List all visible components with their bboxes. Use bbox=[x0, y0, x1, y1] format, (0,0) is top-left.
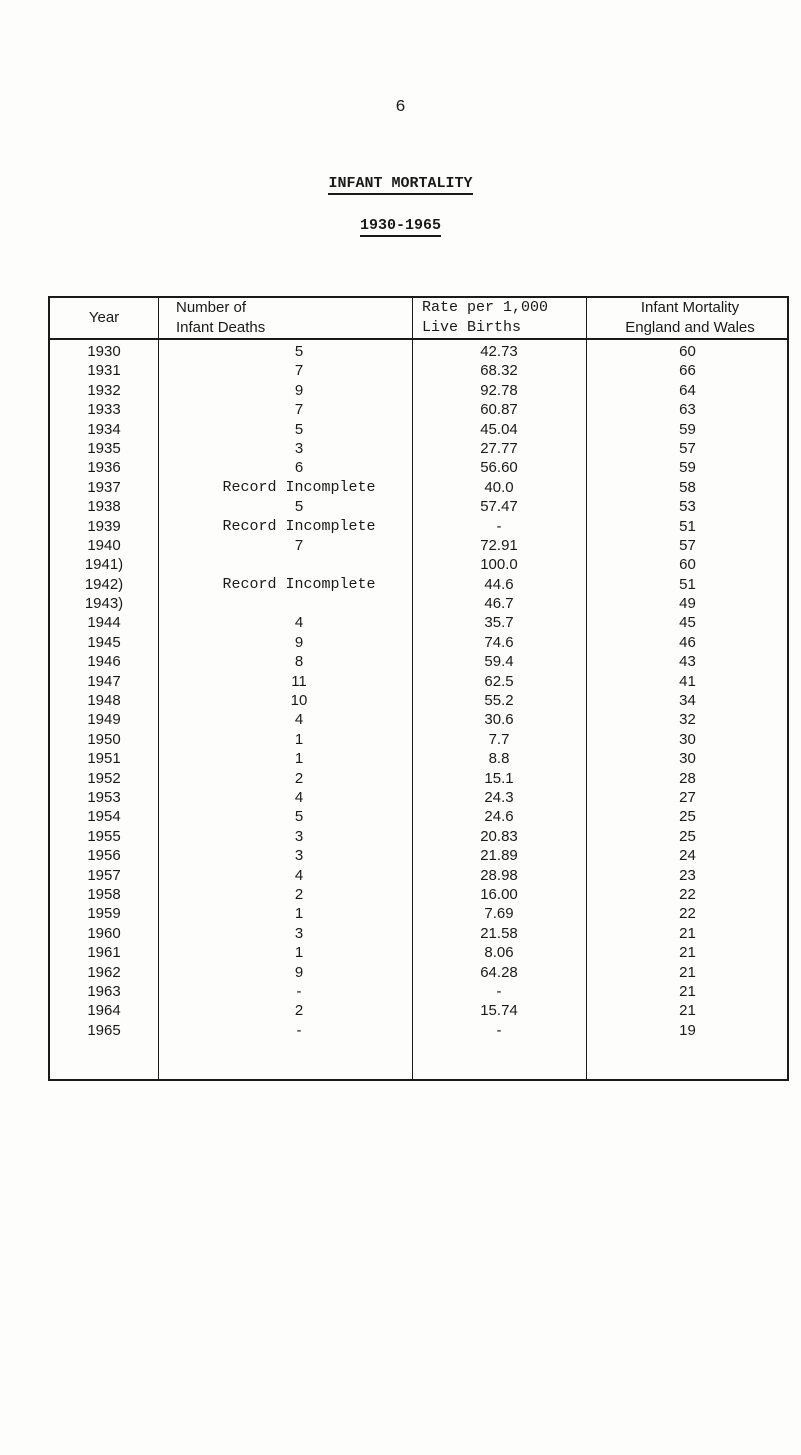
deaths-cell: 9 bbox=[294, 963, 304, 981]
table-row bbox=[50, 361, 787, 380]
header-national bbox=[594, 298, 786, 338]
deaths-cell: 4 bbox=[294, 614, 304, 632]
year-cell: 1949 bbox=[87, 711, 121, 729]
year-cell: 1945 bbox=[87, 633, 121, 651]
rate-cell: 7.7 bbox=[488, 730, 510, 748]
rate-cell: 42.73 bbox=[480, 343, 518, 360]
year-cell: 1961 bbox=[87, 944, 121, 962]
deaths-cell: 1 bbox=[294, 730, 304, 748]
header-year bbox=[50, 298, 158, 338]
national-rate-cell: 57 bbox=[679, 536, 696, 554]
rate-cell: - bbox=[496, 1021, 502, 1039]
table-body bbox=[50, 342, 787, 1040]
year-cell: 1944 bbox=[87, 614, 121, 632]
table-row bbox=[50, 633, 787, 652]
national-rate-cell: 21 bbox=[679, 963, 696, 981]
table-row bbox=[50, 846, 787, 865]
year-cell: 1947 bbox=[87, 672, 121, 690]
rate-cell: 45.04 bbox=[480, 420, 518, 438]
table-row bbox=[50, 381, 787, 400]
year-cell: 1962 bbox=[87, 963, 121, 981]
national-rate-cell: 21 bbox=[679, 982, 696, 1000]
page-title bbox=[0, 175, 801, 192]
rate-cell: 57.47 bbox=[480, 498, 518, 516]
year-cell: 1958 bbox=[87, 885, 121, 903]
table-row bbox=[50, 749, 787, 768]
rate-cell: 28.98 bbox=[480, 866, 518, 884]
national-rate-cell: 34 bbox=[679, 692, 696, 710]
rate-cell: 62.5 bbox=[484, 672, 514, 690]
deaths-cell: 11 bbox=[291, 672, 307, 690]
table-row bbox=[50, 904, 787, 923]
table-row bbox=[50, 497, 787, 516]
table-row bbox=[50, 478, 787, 497]
deaths-cell: 5 bbox=[294, 343, 304, 360]
rate-cell: 21.58 bbox=[480, 924, 518, 942]
rate-cell: 7.69 bbox=[484, 905, 514, 923]
national-rate-cell: 59 bbox=[679, 420, 696, 438]
year-cell: 1948 bbox=[87, 692, 121, 710]
year-cell: 1964 bbox=[87, 1002, 121, 1020]
header-deaths-line1: Number of bbox=[176, 299, 247, 316]
rate-cell: 16.00 bbox=[480, 885, 518, 903]
table-row bbox=[50, 730, 787, 749]
rate-cell: 100.0 bbox=[480, 556, 518, 574]
year-cell: 1956 bbox=[87, 847, 121, 865]
table-row bbox=[50, 924, 787, 943]
rate-cell: 27.77 bbox=[480, 439, 518, 457]
deaths-cell: 2 bbox=[294, 769, 304, 787]
year-cell: 1932 bbox=[87, 381, 121, 399]
header-rate bbox=[422, 298, 582, 338]
national-rate-cell: 66 bbox=[679, 362, 696, 380]
table-row bbox=[50, 982, 787, 1001]
year-cell: 1930 bbox=[87, 343, 121, 360]
national-rate-cell: 30 bbox=[679, 750, 696, 768]
national-rate-cell: 64 bbox=[679, 381, 696, 399]
year-cell: 1957 bbox=[87, 866, 121, 884]
rate-cell: 30.6 bbox=[484, 711, 514, 729]
page-title-text: INFANT MORTALITY bbox=[328, 175, 472, 195]
national-rate-cell: 53 bbox=[679, 498, 696, 516]
page-subtitle bbox=[0, 217, 801, 234]
year-cell: 1933 bbox=[87, 401, 121, 419]
table-row bbox=[50, 458, 787, 477]
table-row bbox=[50, 710, 787, 729]
header-rate-line2: Live Births bbox=[422, 319, 522, 336]
rate-cell: 92.78 bbox=[480, 381, 518, 399]
deaths-cell: 7 bbox=[294, 401, 304, 419]
header-divider bbox=[50, 338, 787, 340]
national-rate-cell: 21 bbox=[679, 924, 696, 942]
rate-cell: 24.6 bbox=[484, 808, 514, 826]
deaths-cell: Record Incomplete bbox=[222, 478, 376, 496]
deaths-cell: - bbox=[296, 982, 302, 1000]
table-row bbox=[50, 788, 787, 807]
rate-cell: 59.4 bbox=[484, 653, 514, 671]
national-rate-cell: 22 bbox=[679, 905, 696, 923]
year-cell: 1943) bbox=[84, 595, 124, 613]
national-rate-cell: 25 bbox=[679, 808, 696, 826]
year-cell: 1931 bbox=[87, 362, 121, 380]
deaths-cell: 5 bbox=[294, 498, 304, 516]
rate-cell: 56.60 bbox=[480, 459, 518, 477]
national-rate-cell: 59 bbox=[679, 459, 696, 477]
header-deaths bbox=[176, 298, 406, 338]
national-rate-cell: 60 bbox=[679, 556, 696, 574]
year-cell: 1951 bbox=[87, 750, 121, 768]
header-year-label: Year bbox=[88, 309, 120, 326]
rate-cell: 46.7 bbox=[484, 595, 514, 613]
year-cell: 1939 bbox=[87, 517, 121, 535]
table-row bbox=[50, 1021, 787, 1040]
national-rate-cell: 19 bbox=[679, 1021, 696, 1039]
national-rate-cell: 41 bbox=[679, 672, 696, 690]
year-cell: 1940 bbox=[87, 536, 121, 554]
deaths-cell: 4 bbox=[294, 866, 304, 884]
rate-cell: 15.74 bbox=[480, 1002, 518, 1020]
header-deaths-line2: Infant Deaths bbox=[176, 319, 266, 336]
table-row bbox=[50, 866, 787, 885]
table-row bbox=[50, 807, 787, 826]
rate-cell: 55.2 bbox=[484, 692, 514, 710]
page-number: 6 bbox=[395, 98, 406, 117]
year-cell: 1965 bbox=[87, 1021, 121, 1039]
rate-cell: 44.6 bbox=[484, 575, 514, 593]
table-row bbox=[50, 517, 787, 536]
table-row bbox=[50, 613, 787, 632]
table-row bbox=[50, 769, 787, 788]
table-row bbox=[50, 594, 787, 613]
national-rate-cell: 21 bbox=[679, 944, 696, 962]
year-cell: 1934 bbox=[87, 420, 121, 438]
deaths-cell: 1 bbox=[294, 944, 304, 962]
table-row bbox=[50, 963, 787, 982]
national-rate-cell: 57 bbox=[679, 439, 696, 457]
year-cell: 1946 bbox=[87, 653, 121, 671]
table-row bbox=[50, 691, 787, 710]
national-rate-cell: 51 bbox=[679, 517, 696, 535]
national-rate-cell: 46 bbox=[679, 633, 696, 651]
page-subtitle-text: 1930-1965 bbox=[360, 217, 441, 237]
rate-cell: 72.91 bbox=[480, 536, 518, 554]
year-cell: 1941) bbox=[84, 556, 124, 574]
table-row bbox=[50, 342, 787, 361]
year-cell: 1959 bbox=[87, 905, 121, 923]
rate-cell: - bbox=[496, 982, 502, 1000]
year-cell: 1938 bbox=[87, 498, 121, 516]
national-rate-cell: 63 bbox=[679, 401, 696, 419]
rate-cell: 40.0 bbox=[484, 478, 514, 496]
rate-cell: 64.28 bbox=[480, 963, 518, 981]
deaths-cell: Record Incomplete bbox=[222, 517, 376, 535]
header-national-line1: Infant Mortality bbox=[640, 299, 740, 316]
table-row bbox=[50, 575, 787, 594]
deaths-cell: 3 bbox=[294, 827, 304, 845]
rate-cell: 8.06 bbox=[484, 944, 514, 962]
year-cell: 1942) bbox=[84, 575, 124, 593]
rate-cell: 68.32 bbox=[480, 362, 518, 380]
year-cell: 1952 bbox=[87, 769, 121, 787]
year-cell: 1936 bbox=[87, 459, 121, 477]
deaths-cell: 9 bbox=[294, 633, 304, 651]
rate-cell: 60.87 bbox=[480, 401, 518, 419]
national-rate-cell: 43 bbox=[679, 653, 696, 671]
deaths-cell: 6 bbox=[294, 459, 304, 477]
rate-cell: 8.8 bbox=[488, 750, 510, 768]
rate-cell: 21.89 bbox=[480, 847, 518, 865]
deaths-cell: 1 bbox=[294, 905, 304, 923]
deaths-cell: 4 bbox=[294, 788, 304, 806]
rate-cell: 20.83 bbox=[480, 827, 518, 845]
header-national-line2: England and Wales bbox=[625, 319, 755, 336]
deaths-cell: 3 bbox=[294, 439, 304, 457]
national-rate-cell: 21 bbox=[679, 1002, 696, 1020]
national-rate-cell: 30 bbox=[679, 730, 696, 748]
national-rate-cell: 51 bbox=[679, 575, 696, 593]
deaths-cell: 4 bbox=[294, 711, 304, 729]
rate-cell: 24.3 bbox=[484, 788, 514, 806]
rate-cell: - bbox=[496, 517, 502, 535]
table-row bbox=[50, 943, 787, 962]
national-rate-cell: 23 bbox=[679, 866, 696, 884]
year-cell: 1937 bbox=[87, 478, 121, 496]
table-row bbox=[50, 652, 787, 671]
national-rate-cell: 58 bbox=[679, 478, 696, 496]
header-rate-line1: Rate per 1,000 bbox=[422, 299, 549, 316]
table-row bbox=[50, 439, 787, 458]
table-row bbox=[50, 672, 787, 691]
deaths-cell: 8 bbox=[294, 653, 304, 671]
table-row bbox=[50, 420, 787, 439]
deaths-cell: 7 bbox=[294, 536, 304, 554]
deaths-cell: 7 bbox=[294, 362, 304, 380]
national-rate-cell: 22 bbox=[679, 885, 696, 903]
national-rate-cell: 45 bbox=[679, 614, 696, 632]
national-rate-cell: 28 bbox=[679, 769, 696, 787]
rate-cell: 35.7 bbox=[484, 614, 514, 632]
rate-cell: 15.1 bbox=[484, 769, 514, 787]
deaths-cell: 3 bbox=[294, 924, 304, 942]
year-cell: 1954 bbox=[87, 808, 121, 826]
rate-cell: 74.6 bbox=[484, 633, 514, 651]
year-cell: 1953 bbox=[87, 788, 121, 806]
table-row bbox=[50, 400, 787, 419]
deaths-cell: 5 bbox=[294, 420, 304, 438]
deaths-cell: 3 bbox=[294, 847, 304, 865]
national-rate-cell: 24 bbox=[679, 847, 696, 865]
national-rate-cell: 27 bbox=[679, 788, 696, 806]
table-row bbox=[50, 536, 787, 555]
year-cell: 1950 bbox=[87, 730, 121, 748]
infant-mortality-table bbox=[48, 296, 789, 1081]
deaths-cell: 2 bbox=[294, 885, 304, 903]
table-row bbox=[50, 1001, 787, 1020]
year-cell: 1960 bbox=[87, 924, 121, 942]
table-row bbox=[50, 555, 787, 574]
table-row bbox=[50, 885, 787, 904]
year-cell: 1955 bbox=[87, 827, 121, 845]
deaths-cell: 2 bbox=[294, 1002, 304, 1020]
deaths-cell: 5 bbox=[294, 808, 304, 826]
table-row bbox=[50, 827, 787, 846]
deaths-cell: 1 bbox=[294, 750, 304, 768]
national-rate-cell: 25 bbox=[679, 827, 696, 845]
national-rate-cell: 32 bbox=[679, 711, 696, 729]
deaths-cell: - bbox=[296, 1021, 302, 1039]
national-rate-cell: 49 bbox=[679, 595, 696, 613]
national-rate-cell: 60 bbox=[679, 343, 696, 360]
year-cell: 1963 bbox=[87, 982, 121, 1000]
deaths-cell: 10 bbox=[290, 692, 308, 710]
deaths-cell: 9 bbox=[294, 381, 304, 399]
deaths-cell: Record Incomplete bbox=[222, 575, 376, 593]
year-cell: 1935 bbox=[87, 439, 121, 457]
